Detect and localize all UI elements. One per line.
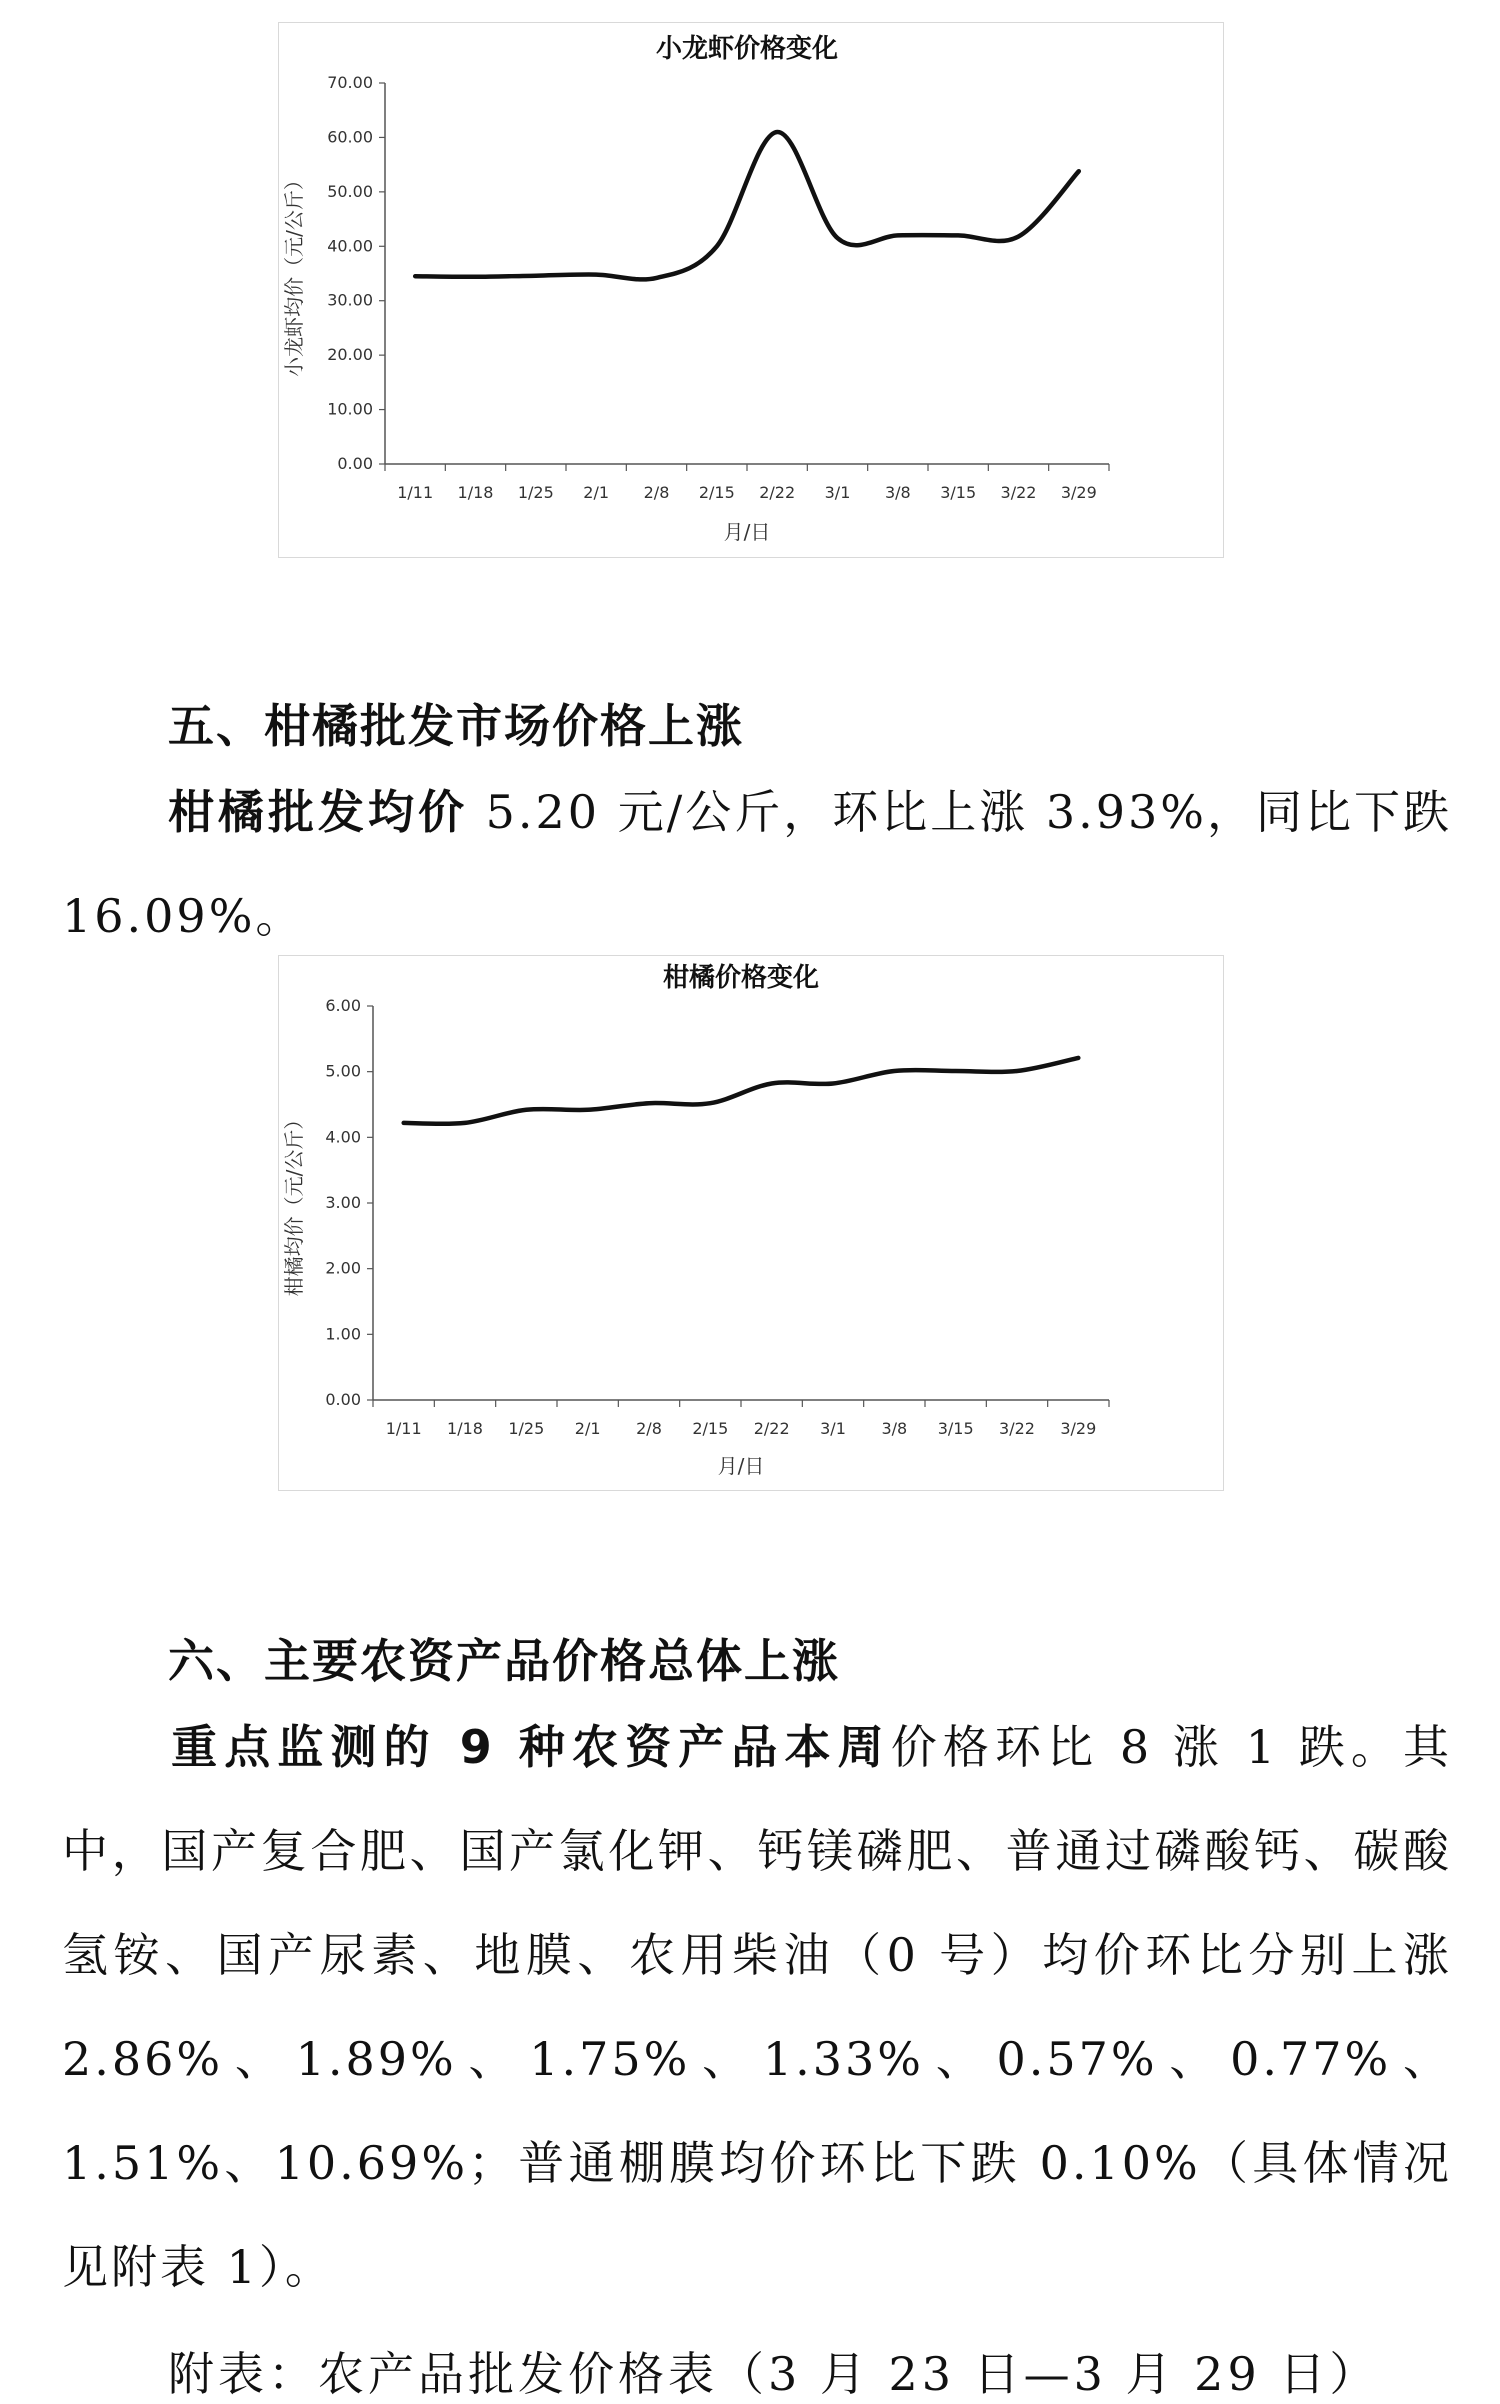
x-tick-label: 2/1	[583, 483, 610, 502]
y-tick-label: 4.00	[325, 1127, 361, 1147]
citrus-chart-svg	[279, 956, 1223, 1490]
section-heading-agri-inputs: 六、主要农资产品价格总体上涨	[168, 1634, 840, 1688]
x-tick-label: 3/29	[1060, 1419, 1097, 1438]
y-tick-label: 10.00	[327, 399, 373, 419]
y-tick-label: 70.00	[327, 73, 373, 92]
x-tick-label: 2/8	[636, 1419, 662, 1438]
x-tick-label: 1/18	[447, 1419, 483, 1438]
y-axis-label: 柑橘均价（元/公斤）	[282, 1109, 306, 1297]
y-tick-label: 5.00	[325, 1061, 361, 1081]
y-tick-label: 1.00	[325, 1324, 361, 1344]
agri-inputs-paragraph	[62, 1695, 1452, 2319]
x-tick-label: 1/11	[397, 483, 434, 502]
x-tick-label: 1/25	[508, 1419, 545, 1438]
x-tick-label: 3/8	[884, 483, 911, 502]
x-tick-label: 1/25	[517, 483, 554, 502]
citrus-paragraph-lead: 柑橘批发均价	[168, 785, 469, 839]
crayfish-price-chart	[278, 22, 1224, 558]
y-tick-label: 0.00	[325, 1390, 361, 1409]
agri-inputs-paragraph-lead: 重点监测的 9 种农资产品本周	[168, 1720, 891, 1774]
y-tick-label: 60.00	[327, 127, 373, 147]
x-tick-label: 3/22	[999, 1419, 1035, 1438]
y-tick-label: 3.00	[325, 1193, 361, 1212]
y-tick-label: 6.00	[325, 996, 361, 1015]
citrus-price-chart	[278, 955, 1224, 1491]
x-tick-label: 3/22	[1000, 483, 1037, 502]
x-tick-label: 3/15	[937, 1419, 974, 1438]
agri-inputs-paragraph-body: 价格环比 8 涨 1 跌。其中，国产复合肥、国产氯化钾、钙镁磷肥、普通过磷酸钙、碳酸氢铵、国产尿素、地膜、农用柴油（0 号）均价环比分别上涨 2.86%、1.89%、1.75%、1.33%、0.57%、0.77%、1.51%、10.69%；普通棚膜均价环比下跌 0.10%（具体情况见附表 1）。	[62, 1720, 1452, 2294]
y-tick-label: 0.00	[337, 454, 373, 473]
series-line	[404, 1058, 1079, 1124]
x-tick-label: 1/18	[457, 483, 494, 502]
x-tick-label: 3/1	[824, 483, 851, 502]
x-tick-label: 3/1	[820, 1419, 846, 1438]
y-tick-label: 20.00	[327, 345, 373, 365]
chart-title: 柑橘价格变化	[662, 963, 820, 993]
x-tick-label: 1/11	[385, 1419, 422, 1438]
y-tick-label: 50.00	[327, 181, 373, 201]
citrus-paragraph-body: 5.20 元/公斤，环比上涨 3.93%，同比下跌 16.09%。	[62, 785, 1453, 943]
x-tick-label: 3/15	[940, 483, 977, 502]
y-tick-label: 2.00	[325, 1258, 361, 1278]
x-axis-label: 月/日	[723, 520, 771, 544]
crayfish-chart-svg	[279, 23, 1223, 557]
x-tick-label: 2/15	[698, 483, 735, 502]
x-tick-label: 2/8	[643, 483, 670, 502]
series-line	[415, 132, 1079, 279]
x-tick-label: 2/22	[759, 483, 796, 502]
x-tick-label: 2/22	[753, 1419, 790, 1438]
citrus-paragraph	[62, 760, 1452, 968]
y-tick-label: 40.00	[327, 236, 373, 256]
y-tick-label: 30.00	[327, 290, 373, 310]
x-axis-label: 月/日	[717, 1454, 765, 1478]
x-tick-label: 3/29	[1060, 483, 1097, 502]
chart-title: 小龙虾价格变化	[655, 34, 839, 64]
section-heading-citrus: 五、柑橘批发市场价格上涨	[168, 699, 744, 753]
appendix-caption: 附表：农产品批发价格表（3 月 23 日—3 月 29 日）	[168, 2347, 1380, 2401]
x-tick-label: 3/8	[881, 1419, 908, 1438]
x-tick-label: 2/1	[574, 1419, 601, 1438]
x-tick-label: 2/15	[692, 1419, 729, 1438]
y-axis-label: 小龙虾均价（元/公斤）	[282, 170, 306, 377]
